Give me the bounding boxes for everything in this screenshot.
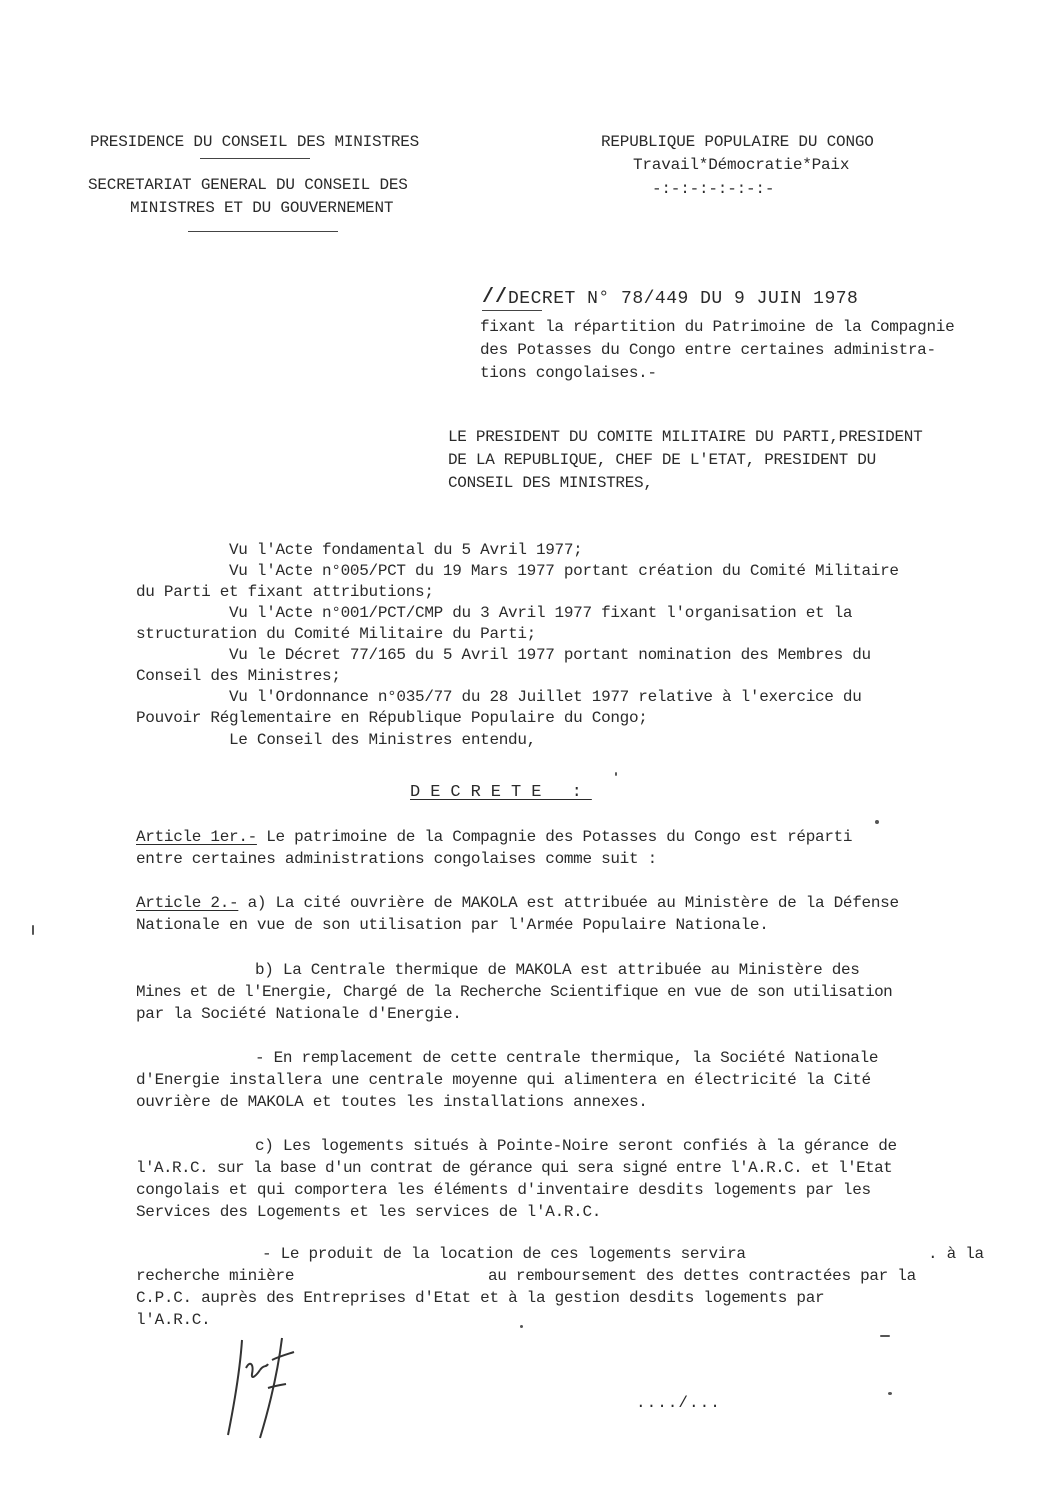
scan-speck (615, 772, 617, 776)
product-line-2b: au remboursement des dettes contractées par la (488, 1267, 916, 1285)
handwritten-initials-icon (220, 1330, 310, 1440)
article-2-a-line-1 (136, 894, 899, 912)
president-line-3: CONSEIL DES MINISTRES, (448, 474, 653, 492)
article-2-a-text: a) La cité ouvrière de MAKOLA est attribuée au Ministère de la Défense (238, 894, 899, 912)
decrete-heading: DECRETE : (410, 783, 592, 802)
article-1-text: Le patrimoine de la Compagnie des Potasses du Congo est réparti (256, 828, 853, 846)
header-separator: -:-:-:-:-:-:- (652, 180, 775, 198)
article-2-b-line-1: b) La Centrale thermique de MAKOLA est attribuée au Ministère des (255, 961, 860, 979)
article-2-b-line-3: par la Société Nationale d'Energie. (136, 1005, 462, 1023)
article-1-line-2: entre certaines administrations congolaises comme suit : (136, 850, 657, 868)
decree-subtitle-3: tions congolaises.- (480, 364, 657, 382)
product-line-2a: recherche minière (136, 1267, 295, 1285)
visa-line: structuration du Comité Militaire du Parti; (136, 625, 536, 643)
visa-line: Vu l'Acte n°001/PCT/CMP du 3 Avril 1977 fixant l'organisation et la (229, 604, 853, 622)
decree-title-underline (482, 310, 542, 311)
header-ministres: MINISTRES ET DU GOUVERNEMENT (130, 199, 394, 217)
scan-speck (875, 820, 879, 824)
visa-line: Le Conseil des Ministres entendu, (229, 731, 536, 749)
scan-speck (888, 1392, 892, 1395)
visa-line: du Parti et fixant attributions; (136, 583, 434, 601)
visa-line: Pouvoir Réglementaire en République Populaire du Congo; (136, 709, 648, 727)
header-republique: REPUBLIQUE POPULAIRE DU CONGO (601, 133, 874, 151)
visa-line: Vu l'Ordonnance n°035/77 du 28 Juillet 1977 relative à l'exercice du (229, 688, 862, 706)
product-line-4: l'A.R.C. (136, 1311, 211, 1329)
replacement-line-1: - En remplacement de cette centrale thermique, la Société Nationale (255, 1049, 879, 1067)
continuation-marker: ..../... (636, 1394, 721, 1412)
visa-line: Vu l'Acte n°005/PCT du 19 Mars 1977 portant création du Comité Militaire (229, 562, 899, 580)
article-2-a-line-2: Nationale en vue de son utilisation par l'Armée Populaire Nationale. (136, 916, 769, 934)
decree-subtitle-2: des Potasses du Congo entre certaines administra- (480, 341, 936, 359)
article-2-b-line-2: Mines et de l'Energie, Chargé de la Recherche Scientifique en vue de son utilisation (136, 983, 893, 1001)
president-line-2: DE LA REPUBLIQUE, CHEF DE L'ETAT, PRESIDENT DU (448, 451, 876, 469)
article-2-label: Article 2.- (136, 894, 239, 912)
header-secretariat: SECRETARIAT GENERAL DU CONSEIL DES (88, 176, 408, 194)
scan-speck (880, 1335, 890, 1337)
product-line-1b: . à la (928, 1245, 984, 1263)
president-line-1: LE PRESIDENT DU COMITE MILITAIRE DU PARTI,PRESIDENT (448, 428, 923, 446)
header-left-rule-1 (200, 158, 310, 159)
decree-slash-mark: // (482, 286, 509, 309)
visa-line: Vu le Décret 77/165 du 5 Avril 1977 portant nomination des Membres du (229, 646, 871, 664)
header-motto: Travail*Démocratie*Paix (633, 156, 850, 174)
article-2-c-line-1: c) Les logements situés à Pointe-Noire seront confiés à la gérance de (255, 1137, 897, 1155)
product-line-1a: - Le produit de la location de ces logements servira (262, 1245, 746, 1263)
header-presidence: PRESIDENCE DU CONSEIL DES MINISTRES (90, 133, 420, 151)
decree-title: DECRET N° 78/449 DU 9 JUIN 1978 (508, 289, 859, 309)
product-line-3: C.P.C. auprès des Entreprises d'Etat et à la gestion desdits logements par (136, 1289, 825, 1307)
header-left-rule-2 (188, 231, 338, 232)
scan-speck (520, 1325, 523, 1328)
scan-speck (32, 925, 34, 935)
decree-subtitle-1: fixant la répartition du Patrimoine de la Compagnie (480, 318, 955, 336)
article-2-c-line-2: l'A.R.C. sur la base d'un contrat de gérance qui sera signé entre l'A.R.C. et l'Etat (136, 1159, 893, 1177)
article-1-label: Article 1er.- (136, 828, 257, 846)
article-1-line-1 (136, 828, 852, 846)
replacement-line-2: d'Energie installera une centrale moyenne qui alimentera en électricité la Cité (136, 1071, 871, 1089)
article-2-c-line-4: Services des Logements et les services de l'A.R.C. (136, 1203, 602, 1221)
visa-line: Conseil des Ministres; (136, 667, 341, 685)
replacement-line-3: ouvrière de MAKOLA et toutes les installations annexes. (136, 1093, 648, 1111)
visa-line: Vu l'Acte fondamental du 5 Avril 1977; (229, 541, 583, 559)
article-2-c-line-3: congolais et qui comportera les éléments d'inventaire desdits logements par les (136, 1181, 871, 1199)
